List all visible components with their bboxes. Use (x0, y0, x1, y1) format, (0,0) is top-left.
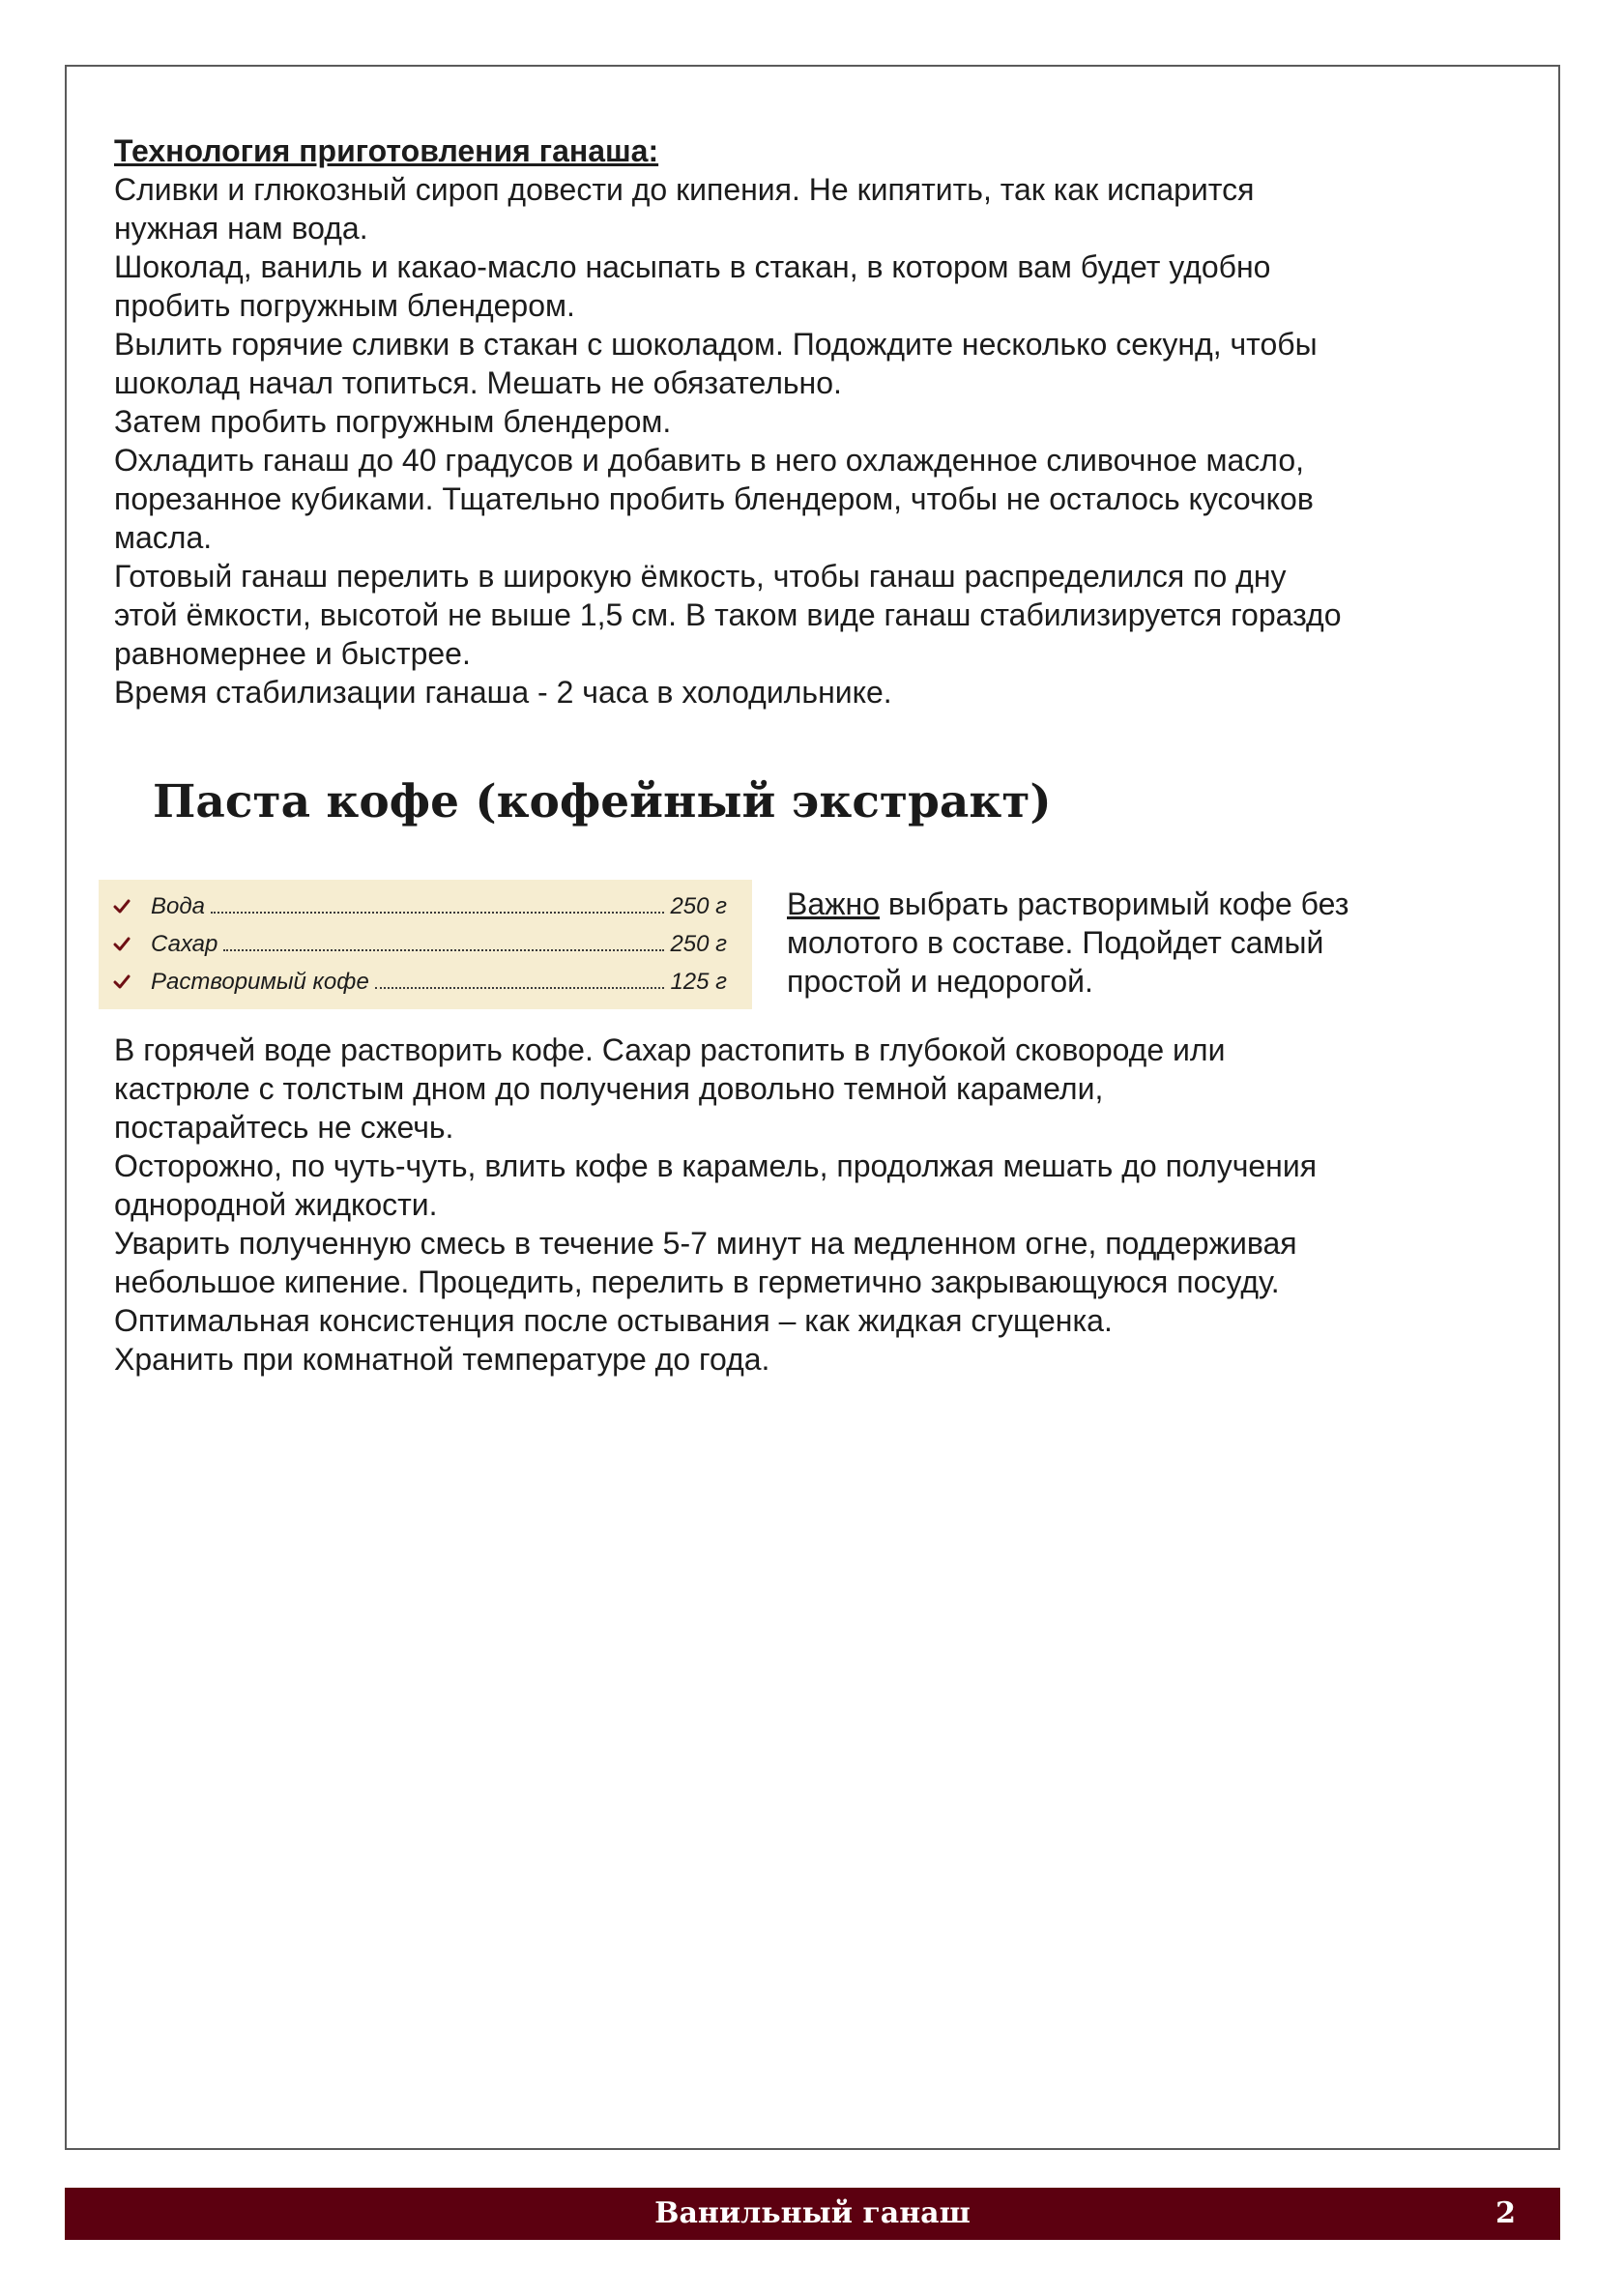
text-line: нужная нам вода. (114, 211, 368, 246)
ingredient-name: Сахар (151, 930, 218, 957)
text-line: Готовый ганаш перелить в широкую ёмкость, чтобы ганаш распределился по дну (114, 559, 1287, 594)
text-line: шоколад начал топиться. Мешать не обязательно. (114, 365, 842, 400)
ingredient-amount: 125 г (670, 968, 727, 995)
text-line: В горячей воде растворить кофе. Сахар растопить в глубокой сковороде или (114, 1032, 1226, 1067)
text-line: Уварить полученную смесь в течение 5-7 минут на медленном огне, поддерживая (114, 1226, 1297, 1261)
text-line: Сливки и глюкозный сироп довести до кипения. Не кипятить, так как испарится (114, 172, 1255, 207)
ingredients-list (99, 880, 752, 1009)
text-line: кастрюле с толстым дном до получения довольно темной карамели, (114, 1071, 1104, 1106)
text-line: однородной жидкости. (114, 1187, 438, 1222)
text-line: Осторожно, по чуть-чуть, влить кофе в карамель, продолжая мешать до получения (114, 1148, 1318, 1183)
text-line: Затем пробить погружным блендером. (114, 404, 672, 439)
footer-title: Ванильный ганаш (654, 2196, 971, 2230)
footer-bar (65, 2188, 1560, 2240)
section-heading: Технология приготовления ганаша: (114, 133, 659, 168)
checkmark-icon (112, 897, 131, 916)
text-line: небольшое кипение. Процедить, перелить в герметично закрывающуюся посуду. (114, 1264, 1280, 1299)
checkmark-icon (112, 973, 131, 992)
text-line: Хранить при комнатной температуре до года. (114, 1342, 770, 1377)
leader-dots (211, 912, 664, 914)
page-number: 2 (1495, 2196, 1516, 2230)
note-line (787, 885, 1493, 923)
leader-dots (375, 987, 665, 989)
ingredient-row (112, 925, 727, 963)
note-text: выбрать растворимый кофе без (880, 886, 1349, 921)
important-note (787, 885, 1493, 1001)
method-section (114, 1031, 1525, 1379)
text-line: порезанное кубиками. Тщательно пробить блендером, чтобы не осталось кусочков (114, 481, 1314, 516)
ingredient-amount: 250 г (670, 930, 727, 957)
ingredient-name: Растворимый кофе (151, 968, 369, 995)
text-line: Вылить горячие сливки в стакан с шоколадом. Подождите несколько секунд, чтобы (114, 327, 1318, 362)
ingredient-name: Вода (151, 892, 205, 919)
text-line: Оптимальная консистенция после остывания – как жидкая сгущенка. (114, 1303, 1113, 1338)
ingredient-row (112, 887, 727, 925)
text-line: масла. (114, 520, 213, 555)
leader-dots (223, 949, 664, 951)
text-line: этой ёмкости, высотой не выше 1,5 см. В таком виде ганаш стабилизируется гораздо (114, 597, 1342, 632)
recipe-title: Паста кофе (кофейный экстракт) (153, 775, 1052, 828)
text-line: Шоколад, ваниль и какао-масло насыпать в стакан, в котором вам будет удобно (114, 249, 1271, 284)
text-line: Время стабилизации ганаша - 2 часа в холодильнике. (114, 675, 892, 710)
note-line: молотого в составе. Подойдет самый (787, 925, 1324, 960)
text-line: пробить погружным блендером. (114, 288, 575, 323)
note-emphasis: Важно (787, 886, 881, 921)
note-line: простой и недорогой. (787, 964, 1093, 999)
ganache-technology-section (114, 131, 1511, 712)
ingredient-amount: 250 г (670, 892, 727, 919)
ingredient-row (112, 963, 727, 1001)
text-line: равномернее и быстрее. (114, 636, 471, 671)
text-line: постарайтесь не сжечь. (114, 1110, 454, 1145)
text-line: Охладить ганаш до 40 градусов и добавить в него охлажденное сливочное масло, (114, 443, 1304, 478)
checkmark-icon (112, 935, 131, 954)
